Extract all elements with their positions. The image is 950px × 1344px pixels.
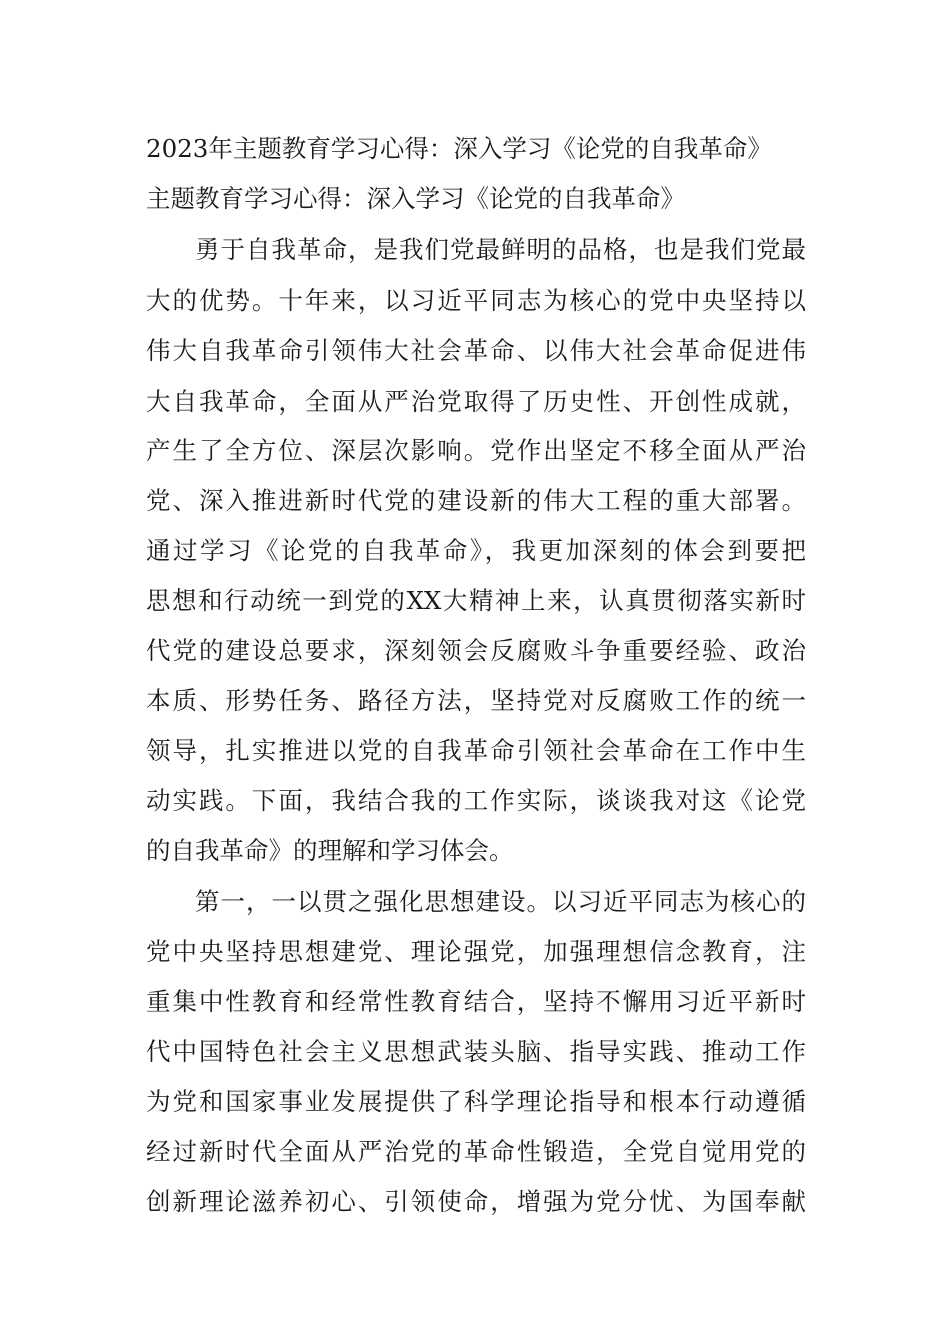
paragraph-line: 领导，扎实推进以党的自我革命引领社会革命在工作中生 [146, 736, 806, 765]
paragraph-line: 党中央坚持思想建党、理论强党，加强理想信念教育，注 [146, 937, 806, 966]
paragraph-line: 重集中性教育和经常性教育结合，坚持不懈用习近平新时 [146, 987, 806, 1016]
paragraph-line: 创新理论滋养初心、引领使命，增强为党分忧、为国奉献 [146, 1187, 806, 1216]
document-subtitle: 主题教育学习心得：深入学习《论党的自我革命》 [146, 184, 685, 213]
document-title: 2023年主题教育学习心得：深入学习《论党的自我革命》 [146, 134, 772, 163]
paragraph-line: 勇于自我革命，是我们党最鲜明的品格，也是我们党最 [195, 235, 806, 264]
paragraph-line: 第一，一以贯之强化思想建设。以习近平同志为核心的 [195, 887, 806, 916]
paragraph-line: 思想和行动统一到党的XX大精神上来，认真贯彻落实新时 [146, 586, 806, 615]
paragraph-line: 动实践。下面，我结合我的工作实际，谈谈我对这《论党 [146, 786, 806, 815]
paragraph-line: 经过新时代全面从严治党的革命性锻造，全党自觉用党的 [146, 1137, 806, 1166]
paragraph-line: 的自我革命》的理解和学习体会。 [146, 836, 514, 865]
paragraph-line: 通过学习《论党的自我革命》，我更加深刻的体会到要把 [146, 536, 806, 565]
paragraph-line: 伟大自我革命引领伟大社会革命、以伟大社会革命促进伟 [146, 336, 806, 365]
paragraph-line: 大自我革命，全面从严治党取得了历史性、开创性成就， [146, 387, 806, 416]
paragraph-line: 大的优势。十年来，以习近平同志为核心的党中央坚持以 [146, 286, 806, 315]
paragraph-line: 党、深入推进新时代党的建设新的伟大工程的重大部署。 [146, 486, 806, 515]
paragraph-line: 代党的建设总要求，深刻领会反腐败斗争重要经验、政治 [146, 636, 806, 665]
paragraph-line: 代中国特色社会主义思想武装头脑、指导实践、推动工作 [146, 1037, 806, 1066]
paragraph-line: 产生了全方位、深层次影响。党作出坚定不移全面从严治 [146, 436, 806, 465]
paragraph-line: 本质、形势任务、路径方法，坚持党对反腐败工作的统一 [146, 686, 806, 715]
paragraph-line: 为党和国家事业发展提供了科学理论指导和根本行动遵循 [146, 1087, 806, 1116]
